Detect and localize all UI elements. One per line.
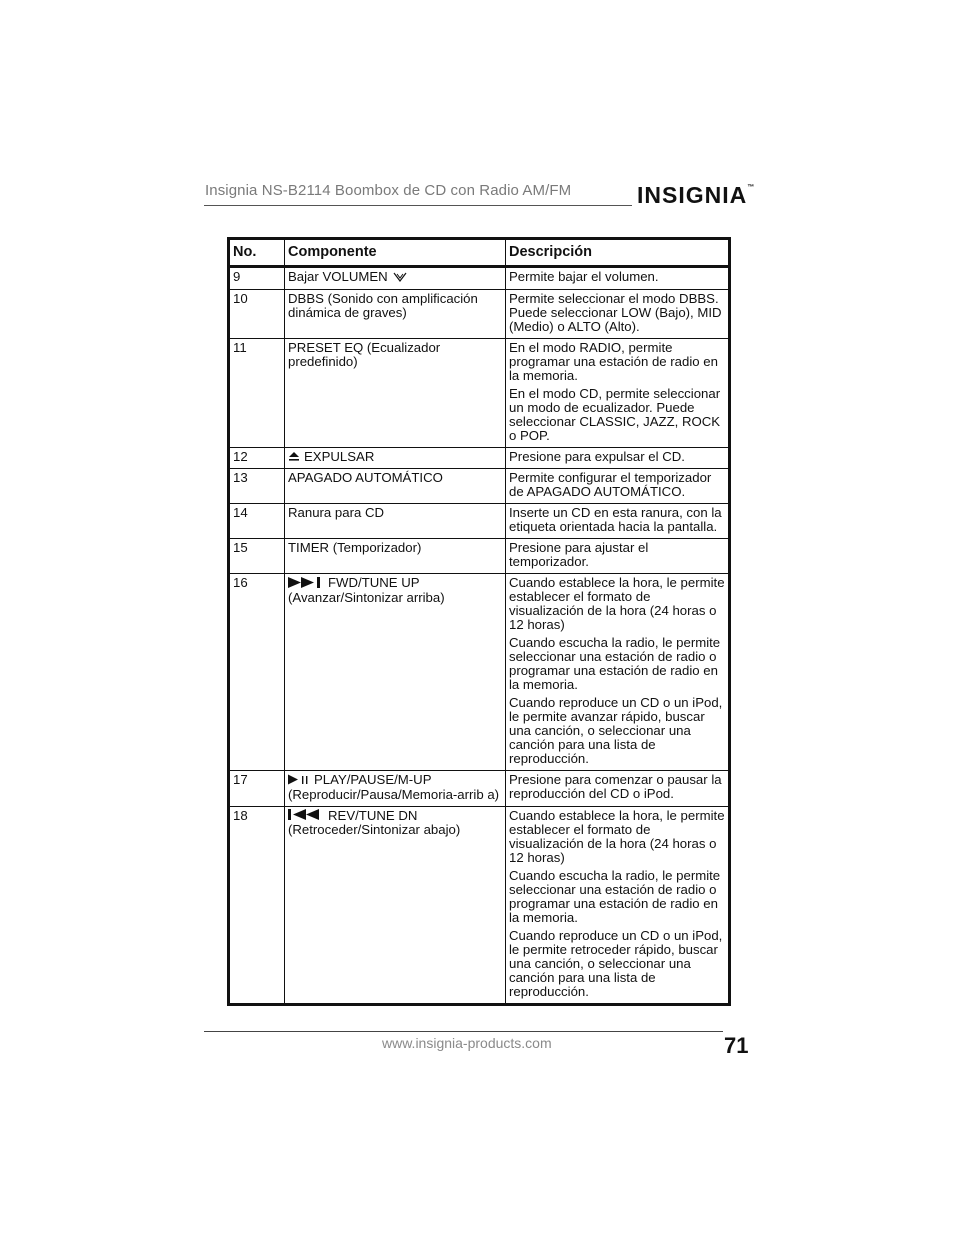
footer-url: www.insignia-products.com — [382, 1035, 552, 1051]
component-cell — [285, 447, 506, 469]
description-paragraph: En el modo CD, permite seleccionar un modo de ecualizador. Puede seleccionar CLASSIC, JAZZ, ROCK o POP. — [509, 385, 721, 443]
row-number: 13 — [229, 469, 285, 504]
description-cell — [506, 806, 730, 1004]
column-header-no: No. — [229, 239, 285, 267]
description-paragraph: Inserte un CD en esta ranura, con la etiqueta orientada hacia la pantalla. — [509, 505, 722, 535]
component-cell — [285, 289, 506, 338]
rewind-icon — [288, 809, 324, 823]
component-cell — [285, 574, 506, 771]
row-number: 17 — [229, 771, 285, 807]
description-cell — [506, 289, 730, 338]
column-header-description: Descripción — [509, 244, 592, 260]
fast-forward-icon — [288, 577, 324, 591]
component-cell — [285, 469, 506, 504]
table-row — [229, 447, 730, 469]
row-number: 11 — [229, 338, 285, 447]
component-cell — [285, 806, 506, 1004]
volume-down-icon — [393, 271, 407, 285]
component-cell — [285, 539, 506, 574]
component-name: APAGADO AUTOMÁTICO — [288, 470, 443, 486]
description-cell — [506, 267, 730, 290]
document-header-title: Insignia NS-B2114 Boombox de CD con Radio AM/FM — [205, 182, 572, 199]
description-cell — [506, 539, 730, 574]
description-paragraph: Presione para expulsar el CD. — [509, 448, 685, 464]
brand-name: INSIGNIA — [637, 182, 748, 208]
component-name: Bajar VOLUMEN — [288, 269, 388, 284]
description-paragraph: Permite seleccionar el modo DBBS. Puede seleccionar LOW (Bajo), MID (Medio) o ALTO (Alto). — [509, 290, 722, 334]
description-cell — [506, 469, 730, 504]
row-number: 10 — [229, 289, 285, 338]
table-row — [229, 267, 730, 290]
table-row — [229, 574, 730, 771]
row-number: 18 — [229, 806, 285, 1004]
table-row — [229, 469, 730, 504]
play-pause-icon — [288, 774, 310, 788]
header-divider — [204, 205, 632, 206]
component-table — [227, 237, 731, 1006]
component-name: FWD/TUNE UP (Avanzar/Sintonizar arriba) — [288, 575, 445, 605]
row-number: 16 — [229, 574, 285, 771]
component-name: PLAY/PAUSE/M-UP (Reproducir/Pausa/Memoria-arrib a) — [288, 772, 500, 802]
description-cell — [506, 338, 730, 447]
column-header-component: Componente — [285, 239, 506, 267]
table-row — [229, 338, 730, 447]
description-paragraph: Presione para ajustar el temporizador. — [509, 540, 649, 570]
description-paragraph: Presione para comenzar o pausar la reproducción del CD o iPod. — [509, 772, 722, 802]
table-row — [229, 539, 730, 574]
trademark-symbol: ™ — [747, 184, 755, 191]
table-header-row — [229, 239, 730, 267]
component-cell — [285, 338, 506, 447]
description-cell — [506, 574, 730, 771]
component-name: TIMER (Temporizador) — [288, 540, 422, 556]
component-name: EXPULSAR — [304, 448, 375, 464]
row-number: 14 — [229, 504, 285, 539]
component-name: Ranura para CD — [288, 505, 385, 521]
description-paragraph: Cuando establece la hora, le permite establecer el formato de visualización de la hora (24 horas o 12 horas) — [509, 575, 725, 633]
component-cell — [285, 504, 506, 539]
description-paragraph: Cuando establece la hora, le permite establecer el formato de visualización de la hora (24 horas o 12 horas) — [509, 807, 725, 865]
row-number: 12 — [229, 447, 285, 469]
table-row — [229, 806, 730, 1004]
row-number: 9 — [229, 267, 285, 290]
description-cell — [506, 447, 730, 469]
footer-divider — [204, 1031, 723, 1032]
component-cell — [285, 771, 506, 807]
description-cell — [506, 771, 730, 807]
component-name: DBBS (Sonido con amplificación dinámica de graves) — [288, 290, 478, 320]
description-paragraph: Permite configurar el temporizador de APAGADO AUTOMÁTICO. — [509, 470, 712, 500]
page-number: 71 — [724, 1033, 749, 1058]
description-paragraph: Cuando escucha la radio, le permite seleccionar una estación de radio o programar una estación de radio en la memoria. — [509, 867, 721, 925]
eject-icon — [288, 450, 300, 464]
description-paragraph: Cuando reproduce un CD o un iPod, le permite retroceder rápido, buscar una canción, o seleccionar una canción para una lista de reproducción. — [509, 927, 723, 999]
component-name: PRESET EQ (Ecualizador predefinido) — [288, 339, 441, 369]
description-paragraph: En el modo RADIO, permite programar una estación de radio en la memoria. — [509, 339, 718, 383]
description-paragraph: Cuando escucha la radio, le permite seleccionar una estación de radio o programar una estación de radio en la memoria. — [509, 635, 721, 693]
description-paragraph: Cuando reproduce un CD o un iPod, le permite avanzar rápido, buscar una canción, o seleccionar una canción para una lista de reproducción. — [509, 695, 723, 767]
component-cell — [285, 267, 506, 290]
brand-logo — [637, 182, 754, 209]
table-row — [229, 504, 730, 539]
table-row — [229, 771, 730, 807]
description-cell — [506, 504, 730, 539]
table-row — [229, 289, 730, 338]
row-number: 15 — [229, 539, 285, 574]
component-name: REV/TUNE DN (Retroceder/Sintonizar abajo) — [288, 807, 461, 838]
description-paragraph: Permite bajar el volumen. — [509, 269, 659, 284]
